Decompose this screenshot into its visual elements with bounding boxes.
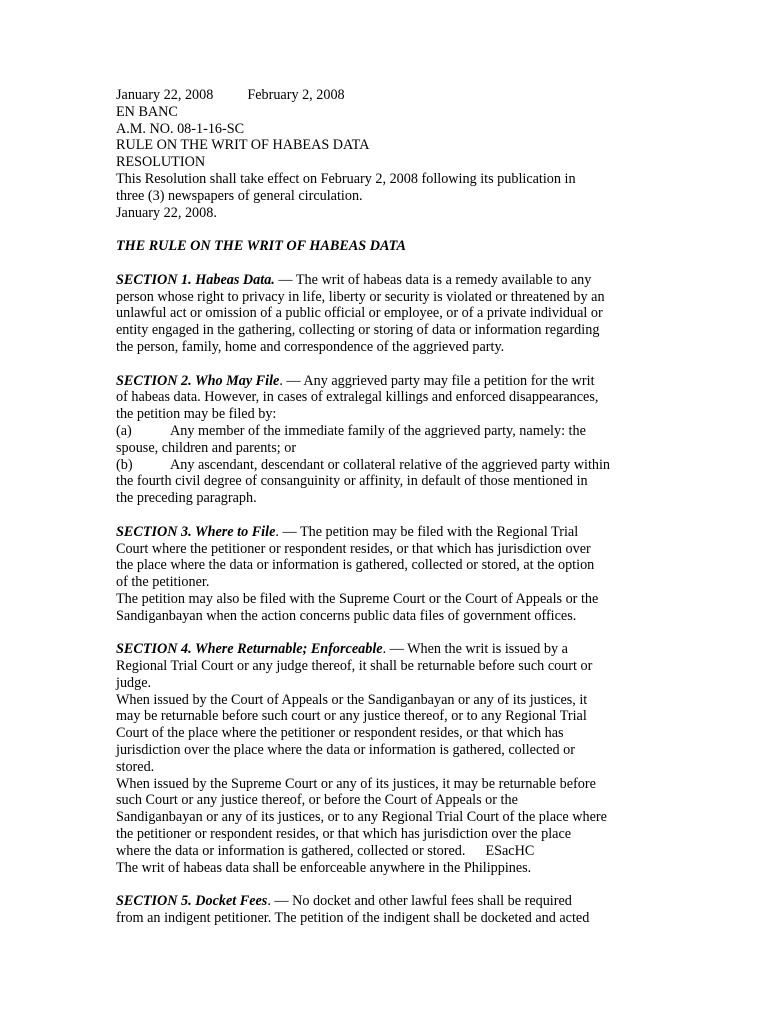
- section-4-text: such Court or any justice thereof, or before the Court of Appeals or the: [116, 792, 518, 809]
- document-body: [116, 87, 656, 927]
- list-item-b: (b) Any ascendant, descendant or collateral relative of the aggrieved party within: [116, 456, 611, 473]
- section-1-text: the person, family, home and correspondence of the aggrieved party.: [116, 338, 505, 355]
- section-3-text: the place where the data or information is gathered, collected or stored, at the option: [116, 557, 595, 574]
- section-4-text: where the data or information is gathered, collected or stored.: [116, 842, 466, 859]
- document-title: RULE ON THE WRIT OF HABEAS DATA: [116, 137, 370, 154]
- section-3-text: The petition may also be filed with the Supreme Court or the Court of Appeals or the: [116, 590, 599, 607]
- section-4-heading: SECTION 4. Where Returnable; Enforceable: [116, 641, 383, 658]
- section-3-heading: SECTION 3. Where to File: [116, 523, 276, 540]
- section-2-text: . — Any aggrieved party may file a petition for the writ: [279, 372, 595, 389]
- section-4: [116, 641, 656, 876]
- section-3-text: of the petitioner.: [116, 574, 210, 591]
- section-1-text: unlawful act or omission of a public official or employee, or of a private individual or: [116, 305, 603, 322]
- case-number: A.M. NO. 08-1-16-SC: [116, 120, 245, 137]
- section-2-text: the petition may be filed by:: [116, 406, 277, 423]
- section-5-text: from an indigent petitioner. The petition of the indigent shall be docketed and acted: [116, 910, 590, 927]
- section-2-heading: SECTION 2. Who May File: [116, 372, 280, 389]
- court-division: EN BANC: [116, 103, 178, 120]
- effectivity-text-line-1: This Resolution shall take effect on February 2, 2008 following its publication in: [116, 170, 576, 187]
- section-4-text: When issued by the Court of Appeals or the Sandiganbayan or any of its justices, it: [116, 691, 588, 708]
- document-code: ESacHC: [485, 842, 535, 859]
- signing-date: January 22, 2008.: [116, 204, 217, 221]
- section-4-text: judge.: [116, 674, 152, 691]
- section-2-text: of habeas data. However, in cases of extralegal killings and enforced disappearances,: [116, 389, 599, 406]
- list-item-b-cont: the preceding paragraph.: [116, 490, 257, 507]
- section-4-text: Court of the place where the petitioner or respondent resides, or that which has: [116, 725, 564, 742]
- section-5-text: . — No docket and other lawful fees shall be required: [267, 893, 572, 910]
- section-4-text: Regional Trial Court or any judge thereof, it shall be returnable before such court or: [116, 658, 593, 675]
- resolution-label: RESOLUTION: [116, 154, 206, 171]
- section-4-text: The writ of habeas data shall be enforceable anywhere in the Philippines.: [116, 859, 532, 876]
- section-2: [116, 373, 656, 507]
- section-4-text: the petitioner or respondent resides, or that which has jurisdiction over the place: [116, 826, 572, 843]
- section-3-text: . — The petition may be filed with the Regional Trial: [275, 523, 579, 540]
- section-5-heading: SECTION 5. Docket Fees: [116, 893, 268, 910]
- list-item-a-cont: spouse, children and parents; or: [116, 439, 297, 456]
- section-4-text: When issued by the Supreme Court or any of its justices, it may be returnable before: [116, 775, 596, 792]
- section-1-text: entity engaged in the gathering, collecting or storing of data or information regarding: [116, 322, 600, 339]
- section-3-text: Sandiganbayan when the action concerns public data files of government offices.: [116, 607, 577, 624]
- section-3-text: Court where the petitioner or respondent resides, or that which has jurisdiction over: [116, 540, 591, 557]
- effectivity-date: February 2, 2008: [247, 87, 345, 103]
- section-5: [116, 893, 656, 927]
- rule-title: THE RULE ON THE WRIT OF HABEAS DATA: [116, 238, 406, 255]
- list-item-b-cont: the fourth civil degree of consanguinity or affinity, in default of those mentioned in: [116, 473, 588, 490]
- section-3: [116, 524, 656, 625]
- date-line: [116, 87, 656, 104]
- list-marker-b: (b): [116, 456, 133, 473]
- section-1-text: person whose right to privacy in life, liberty or security is violated or threatened by an: [116, 288, 605, 305]
- section-1: [116, 272, 656, 356]
- section-1-text: — The writ of habeas data is a remedy available to any: [274, 271, 592, 288]
- section-1-heading: SECTION 1. Habeas Data.: [116, 271, 275, 288]
- list-item-a: (a) Any member of the immediate family of the aggrieved party, namely: the: [116, 422, 586, 439]
- section-4-text: may be returnable before such court or any justice thereof, or to any Regional Trial: [116, 708, 587, 725]
- effectivity-text-line-2: three (3) newspapers of general circulation.: [116, 187, 363, 204]
- section-4-text: jurisdiction over the place where the data or information is gathered, collected or: [116, 742, 575, 759]
- section-4-text: . — When the writ is issued by a: [382, 641, 568, 658]
- list-marker-a: (a): [116, 422, 132, 439]
- section-4-text: stored.: [116, 758, 155, 775]
- promulgation-date: January 22, 2008: [116, 87, 214, 103]
- section-4-text: Sandiganbayan or any of its justices, or to any Regional Trial Court of the place where: [116, 809, 607, 826]
